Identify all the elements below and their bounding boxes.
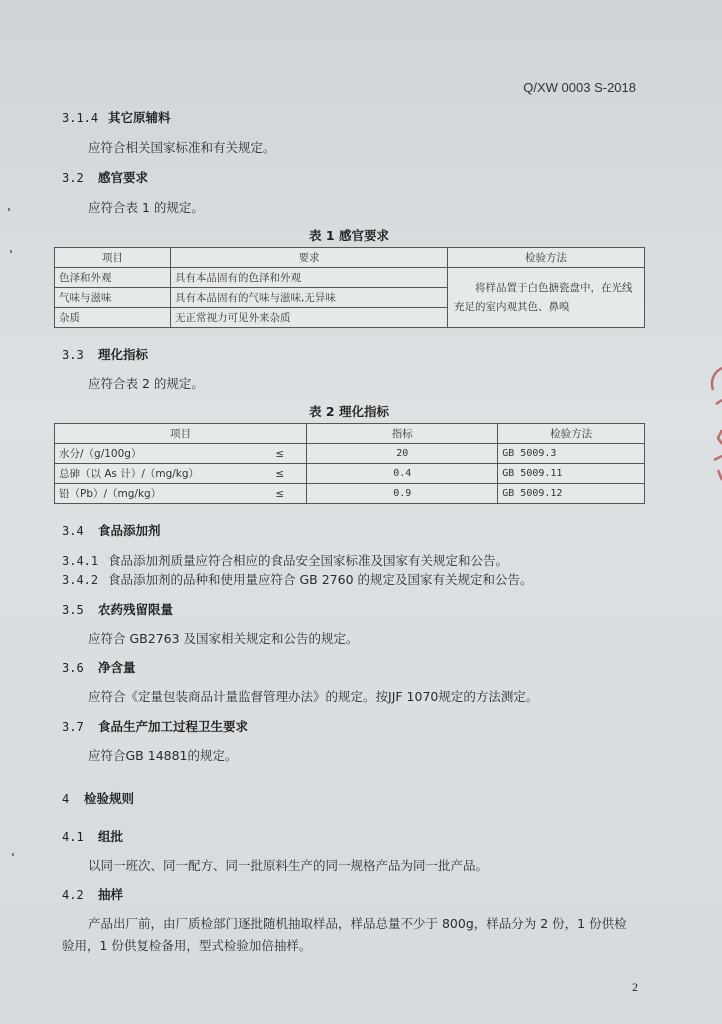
section-number: 4.1 — [62, 830, 84, 844]
standard-code: Q/XW 0003 S-2018 — [523, 80, 636, 95]
table-header-row — [55, 248, 645, 268]
table-cell-value: 0.9 — [307, 484, 498, 504]
item-number: 3.4.1 — [62, 554, 99, 568]
table-row — [55, 444, 645, 464]
paragraph-3-5: 应符合 GB2763 及国家相关规定和公告的规定。 — [88, 631, 359, 646]
section-title: 农药残留限量 — [98, 602, 174, 617]
section-heading-3-1-4 — [62, 108, 171, 126]
section-heading-3-4 — [62, 521, 161, 539]
section-number: 3.3 — [62, 348, 84, 362]
table-cell: 气味与滋味 — [55, 288, 171, 308]
section-title: 其它原辅料 — [108, 110, 171, 125]
paragraph-3-1-4: 应符合相关国家标准和有关规定。 — [88, 140, 276, 155]
section-heading-3-7 — [62, 717, 248, 735]
table-method-cell: 将样品置于白色搪瓷盘中，在光线充足的室内观其色、鼻嗅 — [448, 268, 645, 328]
table-cell-method: GB 5009.12 — [498, 484, 645, 504]
section-title: 食品添加剂 — [98, 523, 161, 538]
section-number: 3.7 — [62, 720, 84, 734]
paragraph-4-2-line2: 验用，1 份供复检备用，型式检验加倍抽样。 — [62, 938, 312, 953]
paragraph-4-2-line1: 产品出厂前，由厂质检部门逐批随机抽取样品，样品总量不少于 800g，样品分为 2 份，1 份供检 — [88, 916, 627, 931]
section-number: 3.6 — [62, 661, 84, 675]
item-number: 3.4.2 — [62, 573, 99, 587]
table-cell: 铅（Pb）/（mg/kg） — [55, 484, 224, 504]
section-number: 4.2 — [62, 888, 84, 902]
table-header-row — [55, 424, 645, 444]
paragraph-3-3: 应符合表 2 的规定。 — [88, 376, 204, 391]
section-number: 3.4 — [62, 524, 84, 538]
table-cell: 无正常视力可见外来杂质 — [171, 308, 448, 328]
table-header-cell: 项目 — [55, 424, 307, 444]
table-cell-operator: ≤ — [223, 444, 307, 464]
table-row — [55, 464, 645, 484]
section-number: 3.2 — [62, 171, 84, 185]
table-cell: 杂质 — [55, 308, 171, 328]
page-number: 2 — [632, 980, 638, 994]
section-number: 3.5 — [62, 603, 84, 617]
section-number: 3.1.4 — [62, 111, 99, 125]
paragraph-3-4-2 — [62, 570, 533, 588]
table-cell-method: GB 5009.11 — [498, 464, 645, 484]
table-cell-value: 0.4 — [307, 464, 498, 484]
table-header-cell: 指标 — [307, 424, 498, 444]
table-header-cell: 检验方法 — [448, 248, 645, 268]
section-title: 净含量 — [98, 660, 136, 675]
table-cell: 具有本品固有的色泽和外观 — [171, 268, 448, 288]
table-row — [55, 268, 645, 288]
paragraph-4-1: 以同一班次、同一配方、同一批原料生产的同一规格产品为同一批产品。 — [88, 858, 489, 873]
item-text: 食品添加剂质量应符合相应的食品安全国家标准及国家有关规定和公告。 — [108, 553, 509, 568]
section-title: 抽样 — [98, 887, 124, 902]
table-physicochemical — [54, 423, 645, 504]
table-row — [55, 484, 645, 504]
table-sensory — [54, 247, 645, 328]
table-cell-operator: ≤ — [223, 484, 307, 504]
seal-stamp-edge — [704, 360, 722, 490]
table-cell: 水分/（g/100g） — [55, 444, 224, 464]
section-title: 组批 — [98, 829, 124, 844]
table-cell: 色泽和外观 — [55, 268, 171, 288]
section-heading-4-2 — [62, 885, 123, 903]
section-heading-3-3 — [62, 345, 148, 363]
scan-speck — [8, 208, 10, 211]
section-heading-3-6 — [62, 658, 136, 676]
section-title: 检验规则 — [84, 791, 135, 806]
scan-speck — [10, 250, 12, 253]
table-cell: 总砷（以 As 计）/（mg/kg） — [55, 464, 224, 484]
section-heading-4 — [62, 789, 134, 807]
table1-caption: 表 1 感官要求 — [309, 228, 389, 243]
section-heading-3-2 — [62, 168, 148, 186]
section-title: 食品生产加工过程卫生要求 — [98, 719, 249, 734]
section-heading-3-5 — [62, 600, 173, 618]
item-text: 食品添加剂的品种和使用量应符合 GB 2760 的规定及国家有关规定和公告。 — [108, 572, 533, 587]
table-cell-method: GB 5009.3 — [498, 444, 645, 464]
table-cell-operator: ≤ — [223, 464, 307, 484]
table-header-cell: 要求 — [171, 248, 448, 268]
paragraph-3-4-1 — [62, 551, 508, 569]
paragraph-3-2: 应符合表 1 的规定。 — [88, 200, 204, 215]
paragraph-3-7: 应符合GB 14881的规定。 — [88, 748, 238, 763]
table-header-cell: 检验方法 — [498, 424, 645, 444]
paragraph-3-6: 应符合《定量包装商品计量监督管理办法》的规定。按JJF 1070规定的方法测定。 — [88, 689, 539, 704]
section-heading-4-1 — [62, 827, 123, 845]
table-header-cell: 项目 — [55, 248, 171, 268]
section-title: 感官要求 — [98, 170, 149, 185]
table2-caption: 表 2 理化指标 — [309, 404, 389, 419]
table-cell-value: 20 — [307, 444, 498, 464]
scan-speck — [12, 853, 14, 856]
section-title: 理化指标 — [98, 347, 149, 362]
section-number: 4 — [62, 792, 70, 806]
table-cell: 具有本品固有的气味与滋味,无异味 — [171, 288, 448, 308]
